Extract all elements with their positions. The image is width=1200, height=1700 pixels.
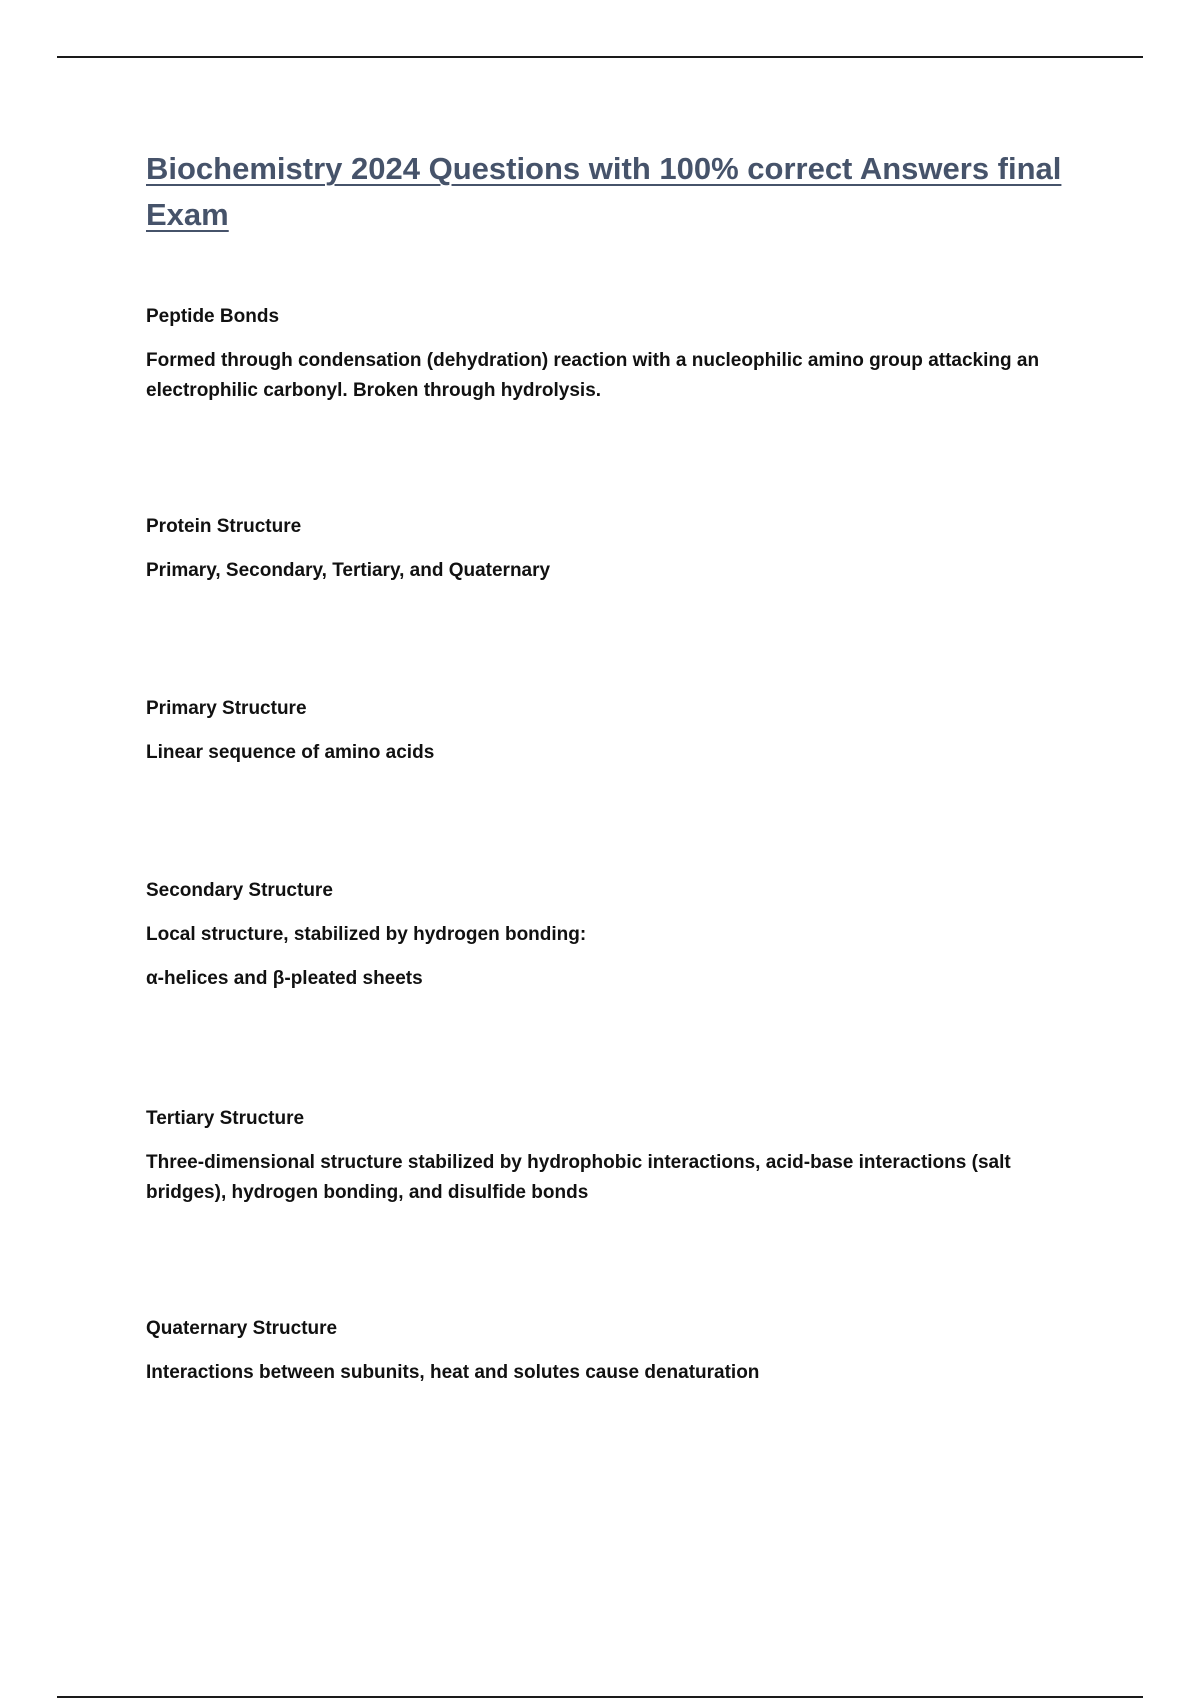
qa-entry-secondary-structure	[146, 876, 1066, 994]
entry-term: Peptide Bonds	[146, 306, 280, 327]
entry-term: Secondary Structure	[146, 880, 333, 901]
qa-entry-primary-structure	[146, 694, 1066, 768]
entry-definition	[146, 346, 1066, 406]
definition-line: Linear sequence of amino acids	[146, 742, 435, 763]
definition-line: α-helices and β-pleated sheets	[146, 968, 423, 989]
entry-term: Primary Structure	[146, 698, 307, 719]
entry-definition	[146, 738, 1066, 768]
definition-line: Local structure, stabilized by hydrogen bonding:	[146, 924, 587, 945]
qa-entry-tertiary-structure	[146, 1104, 1066, 1208]
entry-term: Tertiary Structure	[146, 1108, 305, 1129]
document-title: Biochemistry 2024 Questions with 100% correct Answers final Exam	[146, 151, 1062, 232]
top-rule	[57, 56, 1143, 58]
qa-entry-quaternary-structure	[146, 1314, 1066, 1388]
definition-line: Primary, Secondary, Tertiary, and Quaternary	[146, 560, 551, 581]
definition-line: Formed through condensation (dehydration) reaction with a nucleophilic amino group attacking an electrophilic carbonyl. Broken through hydrolysis.	[146, 350, 1040, 401]
entry-term: Quaternary Structure	[146, 1318, 338, 1339]
entry-definition	[146, 556, 1066, 586]
entry-definition	[146, 1148, 1066, 1208]
bottom-rule	[57, 1696, 1143, 1698]
entry-definition	[146, 920, 1066, 994]
definition-line: Three-dimensional structure stabilized by hydrophobic interactions, acid-base interactions (salt bridges), hydrogen bonding, and disulfide bonds	[146, 1152, 1011, 1203]
definition-line: Interactions between subunits, heat and solutes cause denaturation	[146, 1362, 760, 1383]
entry-term: Protein Structure	[146, 516, 302, 537]
entry-definition	[146, 1358, 1066, 1388]
qa-entry-protein-structure	[146, 512, 1066, 586]
qa-entry-peptide-bonds	[146, 302, 1066, 406]
